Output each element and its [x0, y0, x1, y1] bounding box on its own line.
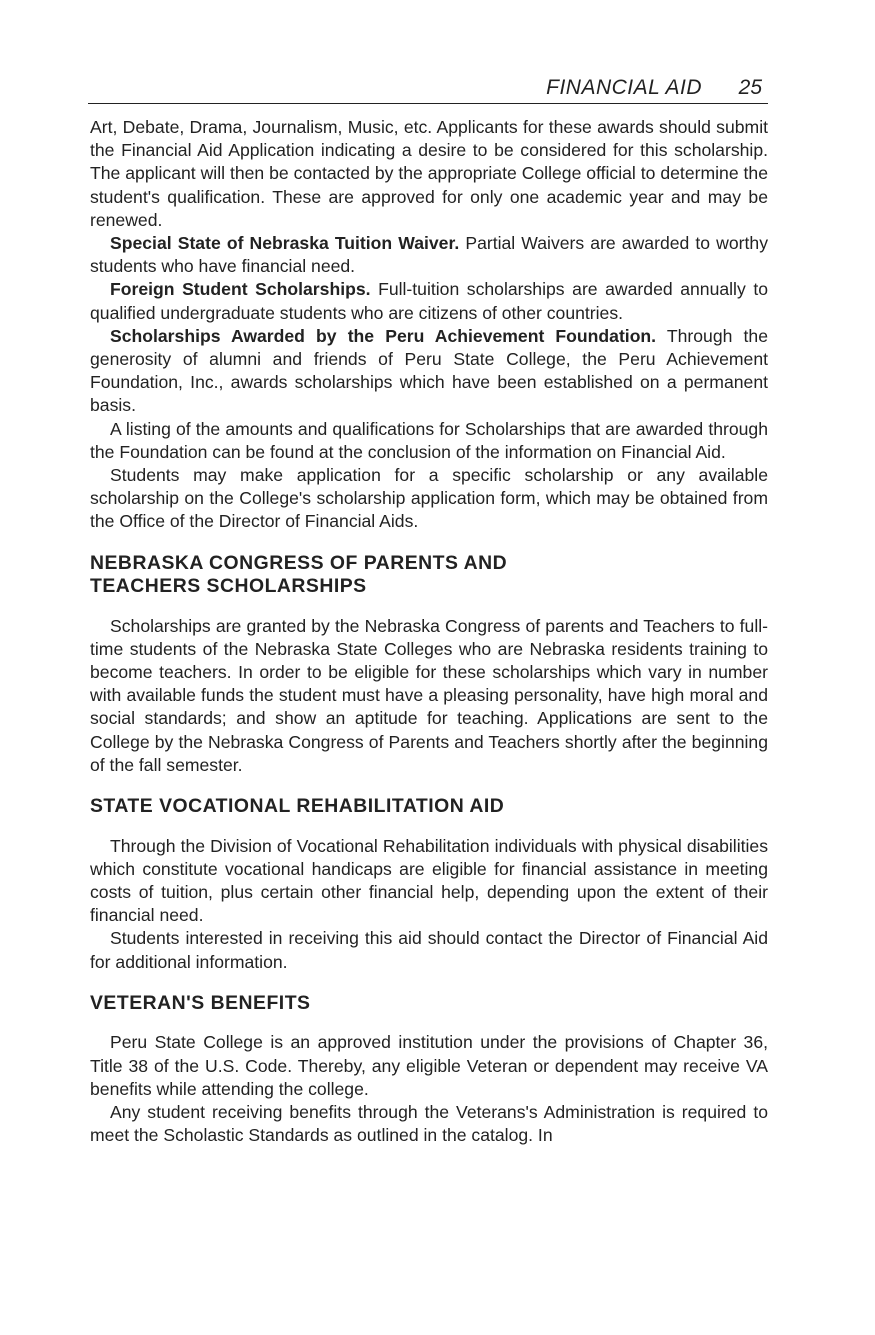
paragraph-continued: Art, Debate, Drama, Journalism, Music, etc. Applicants for these awards should submit the Financial Aid Application indicating a desire to be considered for this scholarship. The applicant will then be contacted by the appropriate College official to determine the student's qualification. These are approved for only one academic year and may be renewed. [90, 117, 768, 230]
foreign-student-text: Full-tuition scholarships are awarded annually to qualified undergraduate students who are citizens of other countries. [90, 279, 768, 323]
page-number: 25 [738, 76, 762, 99]
tuition-waiver-text: Partial Waivers are awarded to worthy students who have financial need. [90, 233, 768, 277]
tuition-waiver-title: Special State of Nebraska Tuition Waiver. [110, 233, 460, 254]
running-header-title: FINANCIAL AID [546, 76, 702, 99]
heading-ncpt-line1: NEBRASKA CONGRESS OF PARENTS AND [90, 551, 508, 574]
page-body [90, 116, 768, 1147]
paragraph-veterans-2: Any student receiving benefits through the Veterans's Administration is required to meet the Scholastic Standards as outlined in the catalog. In [90, 1101, 768, 1146]
heading-ncpt-line2: TEACHERS SCHOLARSHIPS [90, 575, 367, 598]
paragraph-peru-foundation [90, 325, 768, 418]
peru-foundation-title: Scholarships Awarded by the Peru Achievement Foundation. [110, 325, 657, 346]
paragraph-foreign-student [90, 278, 768, 324]
running-header [88, 72, 768, 104]
foreign-student-title: Foreign Student Scholarships. [110, 279, 371, 300]
paragraph-listing: A listing of the amounts and qualifications for Scholarships that are awarded through the Foundation can be found at the conclusion of the information on Financial Aid. [90, 418, 768, 462]
heading-veterans: VETERAN'S BENEFITS [90, 991, 311, 1014]
paragraph-tuition-waiver [90, 232, 768, 278]
paragraph-apply: Students may make application for a specific scholarship or any available scholarship on the College's scholarship application form, which may be obtained from the Office of the Director of Financial Aids. [90, 465, 768, 532]
paragraph-ncpt: Scholarships are granted by the Nebraska Congress of parents and Teachers to full-time students of the Nebraska State Colleges who are Nebraska residents training to become teachers. In order to be eligible for these scholarships which vary in number with available funds the student must have a pleasing personality, have high moral and social standards; and show an aptitude for teaching. Applications are sent to the College by the Nebraska Congress of Parents and Teachers shortly after the beginning of the fall semester. [90, 615, 768, 775]
heading-ncpt [90, 552, 768, 599]
heading-vocational: STATE VOCATIONAL REHABILITATION AID [90, 795, 505, 818]
paragraph-veterans-1: Peru State College is an approved institution under the provisions of Chapter 36, Title 38 of the U.S. Code. Thereby, any eligible Veteran or dependent may receive VA benefits while attending the college. [90, 1032, 768, 1099]
paragraph-vocational-1: Through the Division of Vocational Rehabilitation individuals with physical disabilities which constitute vocational handicaps are eligible for financial assistance in meeting costs of tuition, plus certain other financial help, depending upon the extent of their financial need. [90, 835, 768, 926]
peru-foundation-text: Through the generosity of alumni and friends of Peru State College, the Peru Achievement Foundation, Inc., awards scholarships which have been established on a permanent basis. [90, 325, 768, 416]
paragraph-vocational-2: Students interested in receiving this aid should contact the Director of Financial Aid for additional information. [90, 928, 768, 972]
